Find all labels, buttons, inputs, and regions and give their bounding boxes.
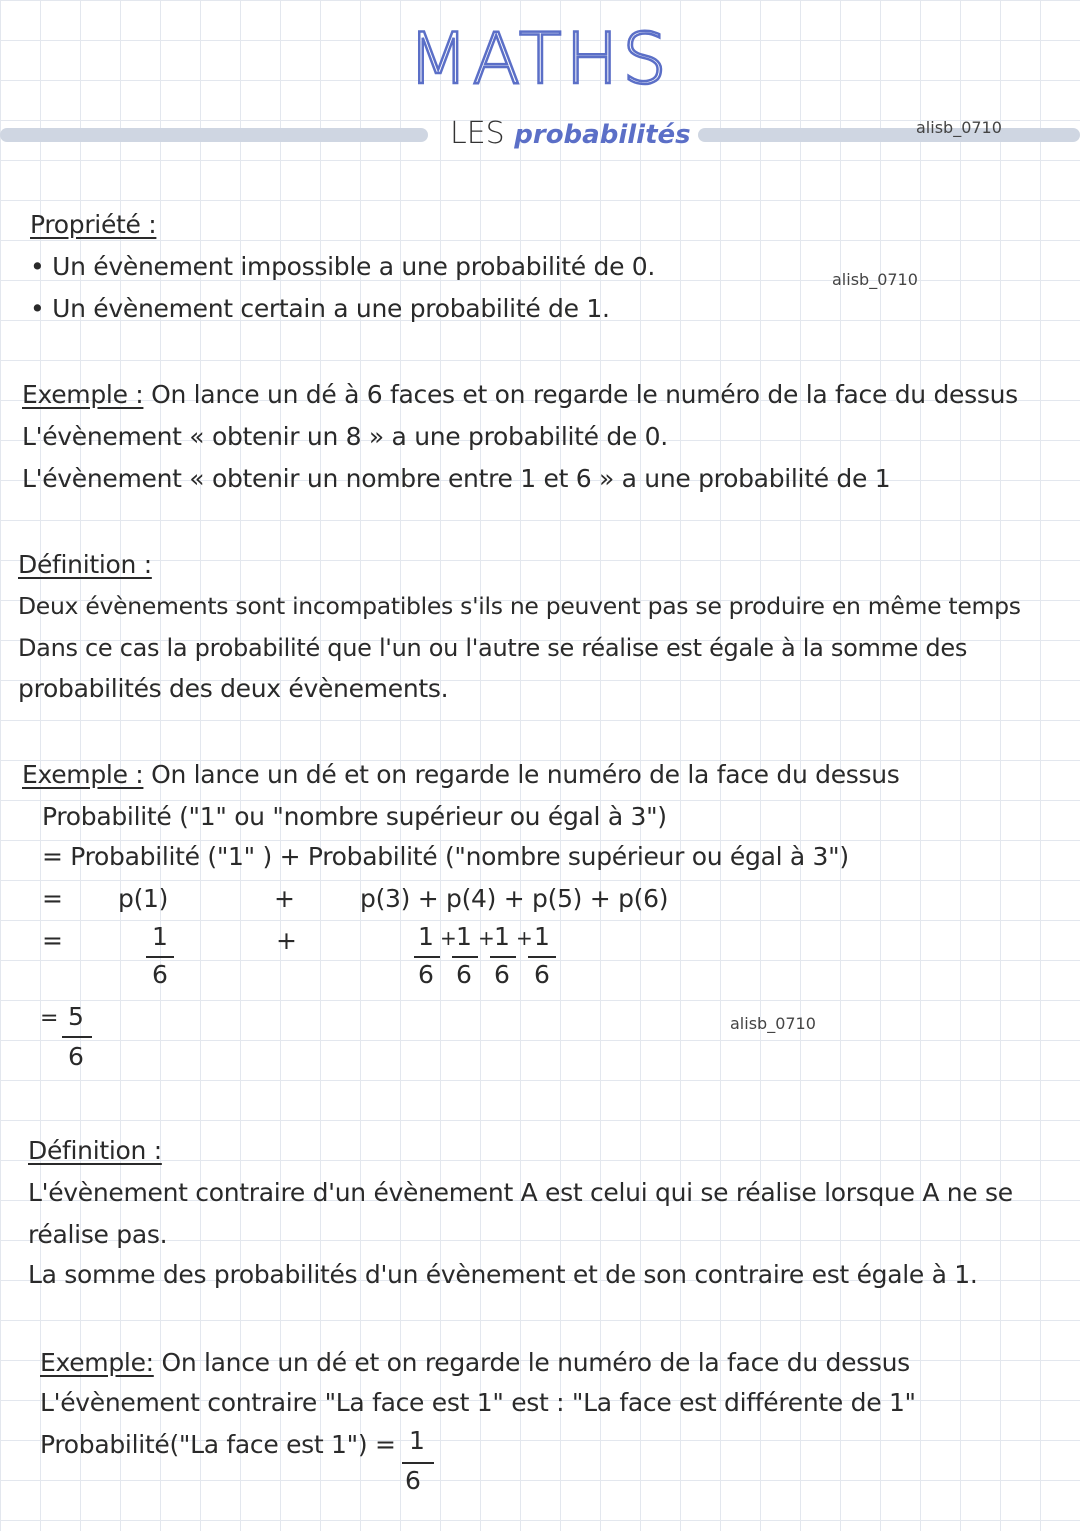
definition2-heading: Définition : (28, 1136, 162, 1165)
subtitle-prefix: LES (450, 116, 505, 151)
propriete-heading: Propriété : (30, 210, 157, 239)
exemple2-label: Exemple : (22, 760, 144, 789)
definition2-line-3: La somme des probabilités d'un évènement et de son contraire est égale à 1. (28, 1260, 978, 1289)
frac-a-num: 1 (152, 922, 168, 951)
exemple3-intro: On lance un dé et on regarde le numéro de la face du dessus (161, 1348, 910, 1377)
exemple1-line-1 (22, 380, 1018, 409)
propriete-bullet-1: • Un évènement impossible a une probabilité de 0. (30, 252, 656, 281)
page-title: MATHS (408, 18, 671, 100)
watermark-propriete: alisb_0710 (832, 270, 918, 289)
exemple3-den: 6 (405, 1466, 421, 1495)
result-den: 6 (68, 1042, 84, 1071)
watermark-header: alisb_0710 (916, 118, 1002, 137)
exemple2-p1: p(1) (118, 884, 169, 913)
frac-c-den: 6 (456, 960, 472, 989)
exemple2-plus-2: + (276, 926, 297, 955)
frac-b-den: 6 (418, 960, 434, 989)
definition2-line-1: L'évènement contraire d'un évènement A est celui qui se réalise lorsque A ne se (28, 1178, 1013, 1207)
definition1-heading: Définition : (18, 550, 152, 579)
propriete-bullet-2: • Un évènement certain a une probabilité de 1. (30, 294, 610, 323)
exemple2-p-rest: p(3) + p(4) + p(5) + p(6) (360, 884, 669, 913)
frac-d-den: 6 (494, 960, 510, 989)
definition1-line-2: Dans ce cas la probabilité que l'un ou l'autre se réalise est égale à la somme des (18, 634, 968, 662)
exemple1-label: Exemple : (22, 380, 144, 409)
definition2-line-2: réalise pas. (28, 1220, 168, 1249)
propriete-bullet-1-text: Un évènement impossible a une probabilité de 0. (52, 252, 656, 281)
header-bar-right (698, 128, 1080, 142)
frac-a-line (146, 956, 174, 958)
watermark-exemple2: alisb_0710 (730, 1014, 816, 1033)
exemple2-plus-1: + (274, 884, 295, 913)
exemple3-label: Exemple: (40, 1348, 154, 1377)
exemple3-line-intro (40, 1348, 910, 1377)
exemple2-line-2: = Probabilité ("1" ) + Probabilité ("nombre supérieur ou égal à 3") (42, 842, 849, 871)
plus-c: + (478, 926, 495, 950)
exemple2-eq-1: = (42, 884, 63, 913)
exemple2-eq-3: = (40, 1006, 59, 1031)
exemple3-line (402, 1462, 434, 1464)
exemple2-line-1: Probabilité ("1" ou "nombre supérieur ou égal à 3") (42, 802, 667, 831)
frac-b-line (414, 956, 440, 958)
frac-a-den: 6 (152, 960, 168, 989)
exemple1-line-2: L'évènement « obtenir un 8 » a une probabilité de 0. (22, 422, 668, 451)
page-subtitle (450, 116, 691, 151)
propriete-bullet-2-text: Un évènement certain a une probabilité de 1. (52, 294, 610, 323)
plus-b: + (440, 926, 457, 950)
frac-e-den: 6 (534, 960, 550, 989)
frac-d-num: 1 (494, 922, 510, 951)
frac-c-line (452, 956, 478, 958)
exemple1-line-3: L'évènement « obtenir un nombre entre 1 et 6 » a une probabilité de 1 (22, 464, 891, 493)
header-bar-left (0, 128, 428, 142)
exemple2-line-intro (22, 760, 900, 789)
result-line (62, 1036, 92, 1038)
exemple3-line-2: Probabilité("La face est 1") = (40, 1430, 396, 1459)
frac-c-num: 1 (456, 922, 472, 951)
result-num: 5 (68, 1002, 84, 1031)
frac-d-line (490, 956, 516, 958)
subtitle-accent: probabilités (514, 120, 691, 150)
exemple2-intro: On lance un dé et on regarde le numéro de la face du dessus (151, 760, 900, 789)
exemple2-eq-2: = (42, 926, 63, 955)
definition1-line-3: probabilités des deux évènements. (18, 674, 449, 703)
frac-e-line (528, 956, 556, 958)
definition1-line-1: Deux évènements sont incompatibles s'ils ne peuvent pas se produire en même temps (18, 592, 1021, 620)
frac-e-num: 1 (534, 922, 550, 951)
exemple3-line-1: L'évènement contraire "La face est 1" est : "La face est différente de 1" (40, 1388, 916, 1417)
plus-d: + (516, 926, 533, 950)
exemple1-intro: On lance un dé à 6 faces et on regarde le numéro de la face du dessus (151, 380, 1018, 409)
exemple3-num: 1 (409, 1426, 425, 1455)
frac-b-num: 1 (418, 922, 434, 951)
